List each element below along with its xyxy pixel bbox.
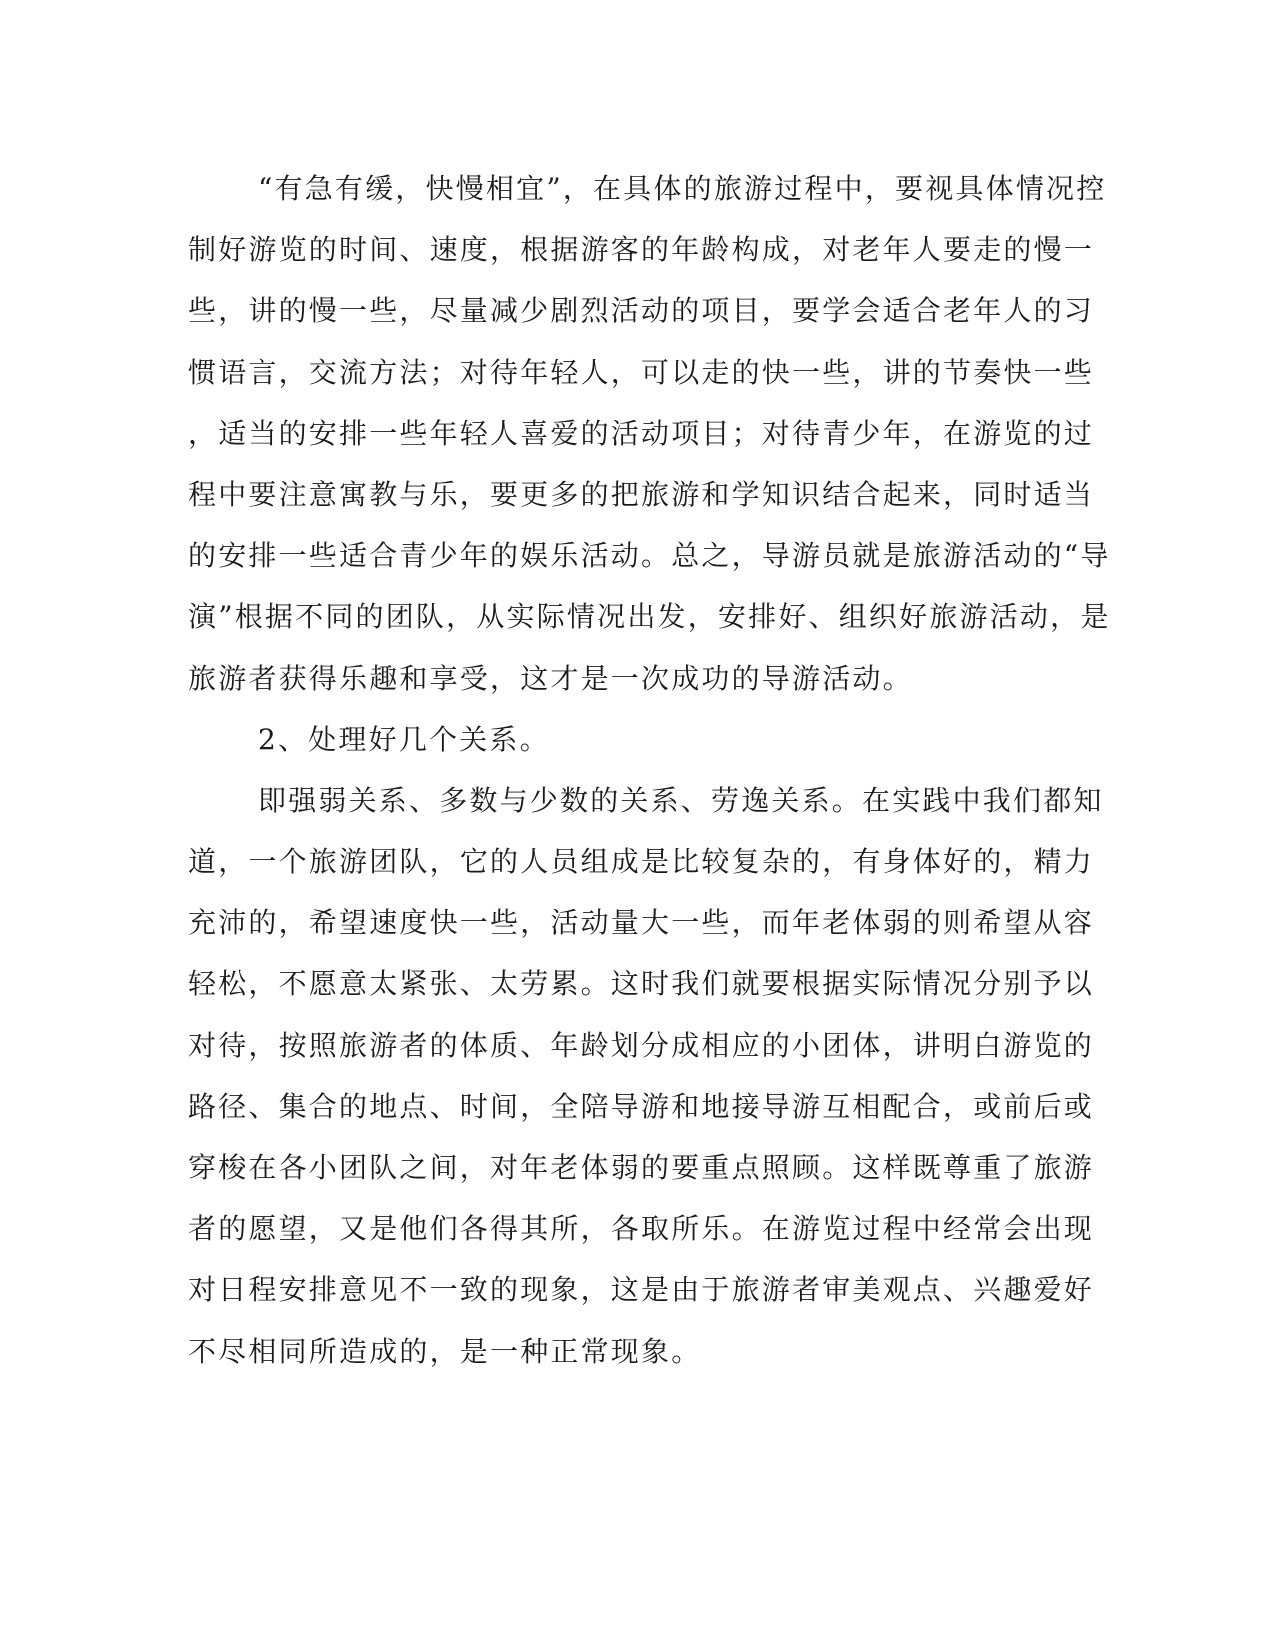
paragraph-line: 些，讲的慢一些，尽量减少剧烈活动的项目，要学会适合老年人的习: [188, 294, 1095, 328]
paragraph-line: “有急有缓，快慢相宜”，在具体的旅游过程中，要视具体情况控: [258, 172, 1107, 205]
paragraph-line: 惯语言，交流方法；对待年轻人，可以走的快一些，讲的节奏快一些: [188, 355, 1095, 389]
paragraph-line: 旅游者获得乐趣和享受，这才是一次成功的导游活动。: [188, 661, 913, 695]
paragraph-line: 的安排一些适合青少年的娱乐活动。总之，导游员就是旅游活动的“导: [188, 539, 1111, 573]
paragraph-line: 充沛的，希望速度快一些，活动量大一些，而年老体弱的则希望从容: [188, 906, 1095, 940]
body-text: [188, 158, 1111, 1382]
paragraph-line: 轻松，不愿意太紧张、太劳累。这时我们就要根据实际情况分别予以: [188, 967, 1095, 1001]
paragraph-line: 演”根据不同的团队，从实际情况出发，安排好、组织好旅游活动，是: [188, 600, 1111, 634]
paragraph-line: 穿梭在各小团队之间，对年老体弱的要重点照顾。这样既尊重了旅游: [188, 1151, 1095, 1184]
paragraph-line: 路径、集合的地点、时间，全陪导游和地接导游互相配合，或前后或: [188, 1089, 1095, 1123]
paragraph-line: 道，一个旅游团队，它的人员组成是比较复杂的，有身体好的，精力: [188, 845, 1095, 879]
section-heading: 2、处理好几个关系。: [258, 722, 550, 756]
paragraph-line: 对待，按照旅游者的体质、年龄划分成相应的小团体，讲明白游览的: [188, 1028, 1095, 1062]
paragraph-line: 程中要注意寓教与乐，要更多的把旅游和学知识结合起来，同时适当: [188, 477, 1095, 511]
paragraph-line: 制好游览的时间、速度，根据游客的年龄构成，对老年人要走的慢一: [188, 233, 1095, 267]
paragraph-line: 者的愿望，又是他们各得其所，各取所乐。在游览过程中经常会出现: [188, 1212, 1095, 1246]
paragraph-line: 不尽相同所造成的，是一种正常现象。: [188, 1334, 702, 1368]
paragraph-line: ，适当的安排一些年轻人喜爱的活动项目；对待青少年，在游览的过: [188, 416, 1095, 450]
paragraph-line: 即强弱关系、多数与少数的关系、劳逸关系。在实践中我们都知: [258, 783, 1104, 817]
paragraph-line: 对日程安排意见不一致的现象，这是由于旅游者审美观点、兴趣爱好: [188, 1273, 1095, 1307]
